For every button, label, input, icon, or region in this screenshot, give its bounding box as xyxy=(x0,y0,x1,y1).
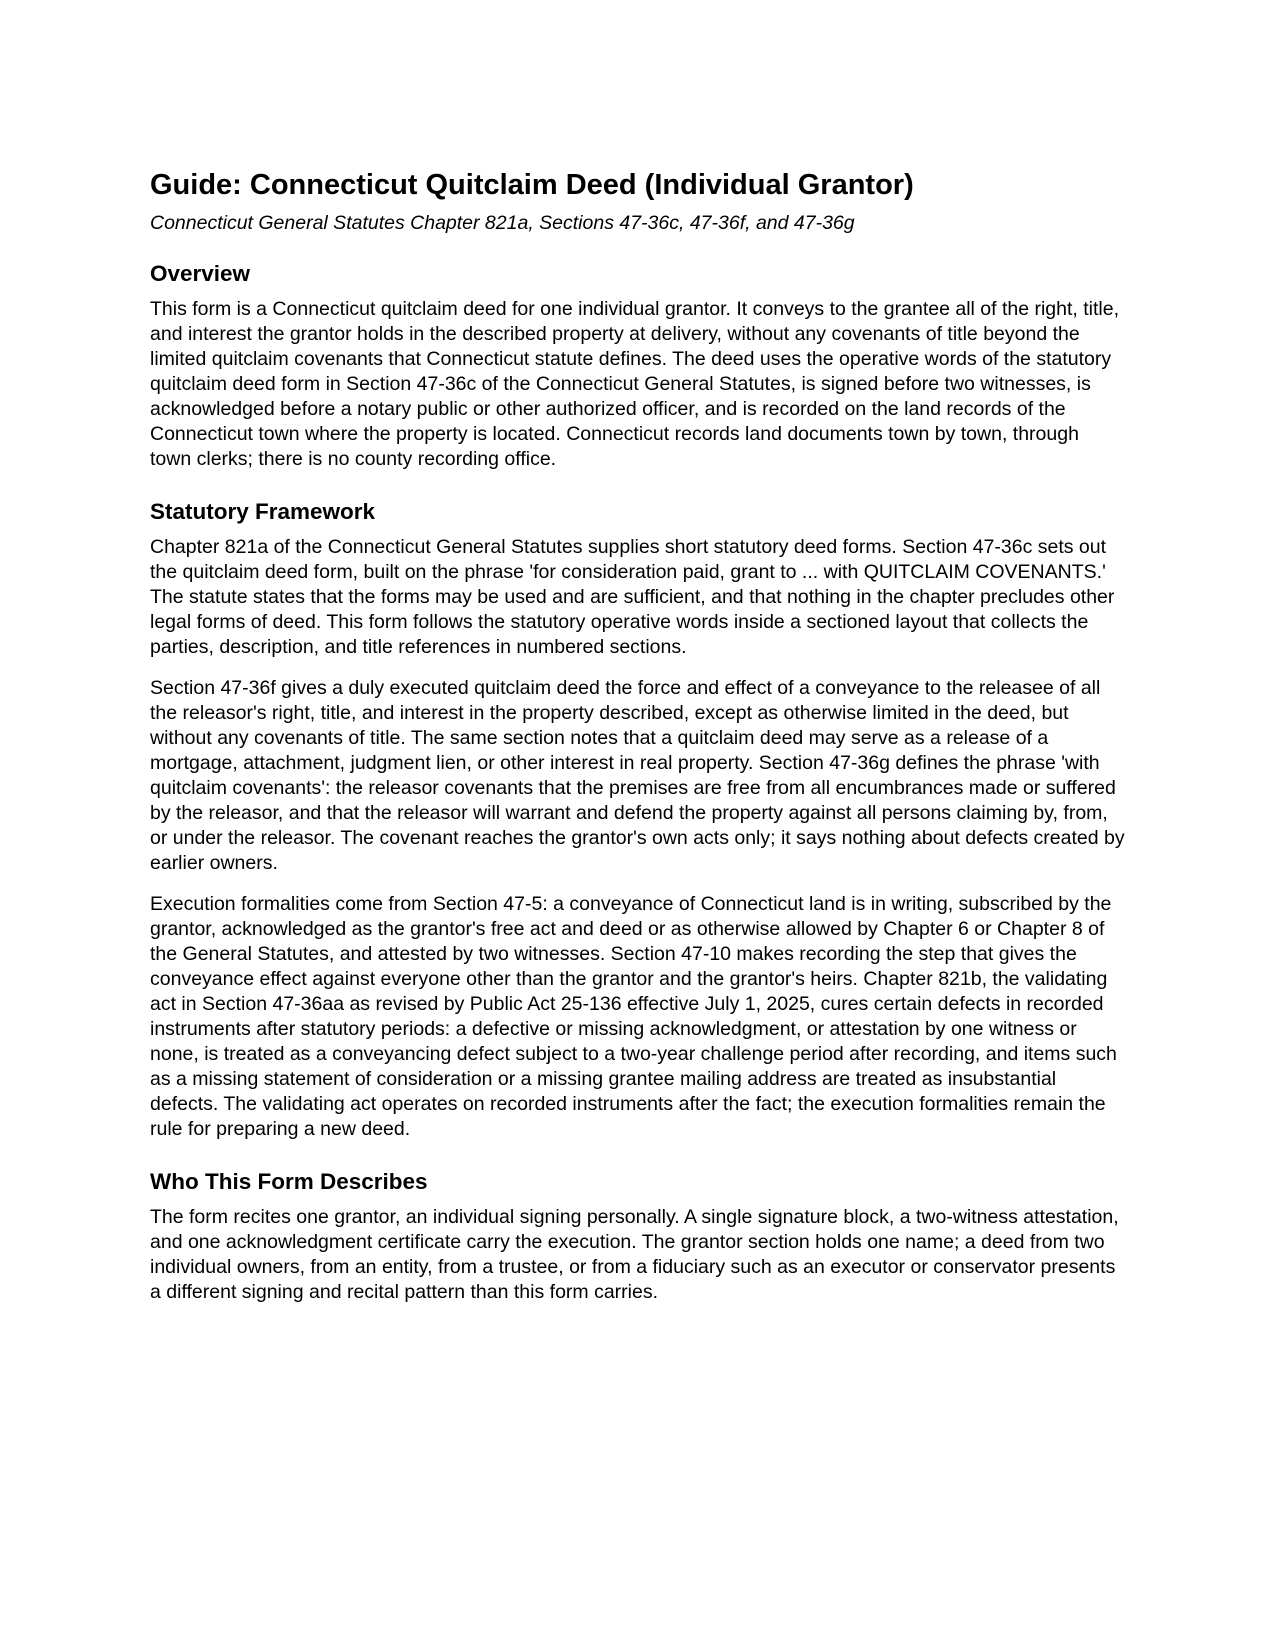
paragraph: Execution formalities come from Section 47-5: a conveyance of Connecticut land is in writing, subscribed by the grantor, acknowledged as the grantor's free act and deed or as otherwise allowed by Chapter 6 or Chapter 8 of the General Statutes, and attested by two witnesses. Section 47-10 makes recording the step that gives the conveyance effect against everyone other than the grantor and the grantor's heirs. Chapter 821b, the validating act in Section 47-36aa as revised by Public Act 25-136 effective July 1, 2025, cures certain defects in recorded instruments after statutory periods: a defective or missing acknowledgment, or attestation by one witness or none, is treated as a conveyancing defect subject to a two-year challenge period after recording, and items such as a missing statement of consideration or a missing grantee mailing address are treated as insubstantial defects. The validating act operates on recorded instruments after the fact; the execution formalities remain the rule for preparing a new deed. xyxy=(150,893,1117,1141)
section-statutory-framework xyxy=(150,498,1125,1142)
section-who-this-form-describes xyxy=(150,1168,1125,1305)
paragraph: The form recites one grantor, an individual signing personally. A single signature block, a two-witness attestation, and one acknowledgment certificate carry the execution. The grantor section holds one name; a deed from two individual owners, from an entity, from a trustee, or from a fiduciary such as an executor or conservator presents a different signing and recital pattern than this form carries. xyxy=(150,1206,1119,1304)
document-page xyxy=(150,168,1125,1321)
section-heading: Overview xyxy=(150,261,251,287)
document-title: Guide: Connecticut Quitclaim Deed (Individual Grantor) xyxy=(150,169,914,201)
paragraph: Section 47-36f gives a duly executed quitclaim deed the force and effect of a conveyance to the releasee of all the releasor's right, title, and interest in the property described, except as otherwise limited in the deed, but without any covenants of title. The same section notes that a quitclaim deed may serve as a release of a mortgage, attachment, judgment lien, or other interest in real property. Section 47-36g defines the phrase 'with quitclaim covenants': the releasor covenants that the premises are free from all encumbrances made or suffered by the releasor, and that the releasor will warrant and defend the property against all persons claiming by, from, or under the releasor. The covenant reaches the grantor's own acts only; it says nothing about defects created by earlier owners. xyxy=(150,677,1125,875)
document-subtitle: Connecticut General Statutes Chapter 821a, Sections 47-36c, 47-36f, and 47-36g xyxy=(150,211,855,234)
section-overview xyxy=(150,260,1125,472)
section-heading: Statutory Framework xyxy=(150,499,376,525)
section-heading: Who This Form Describes xyxy=(150,1169,428,1195)
paragraph: This form is a Connecticut quitclaim deed for one individual grantor. It conveys to the grantee all of the right, title, and interest the grantor holds in the described property at delivery, without any covenants of title beyond the limited quitclaim covenants that Connecticut statute defines. The deed uses the operative words of the statutory quitclaim deed form in Section 47-36c of the Connecticut General Statutes, is signed before two witnesses, is acknowledged before a notary public or other authorized officer, and is recorded on the land records of the Connecticut town where the property is located. Connecticut records land documents town by town, through town clerks; there is no county recording office. xyxy=(150,298,1120,471)
paragraph: Chapter 821a of the Connecticut General Statutes supplies short statutory deed forms. Section 47-36c sets out the quitclaim deed form, built on the phrase 'for consideration paid, grant to ... with QUITCLAIM COVENANTS.' The statute states that the forms may be used and are sufficient, and that nothing in the chapter precludes other legal forms of deed. This form follows the statutory operative words inside a sectioned layout that collects the parties, description, and title references in numbered sections. xyxy=(150,536,1115,659)
